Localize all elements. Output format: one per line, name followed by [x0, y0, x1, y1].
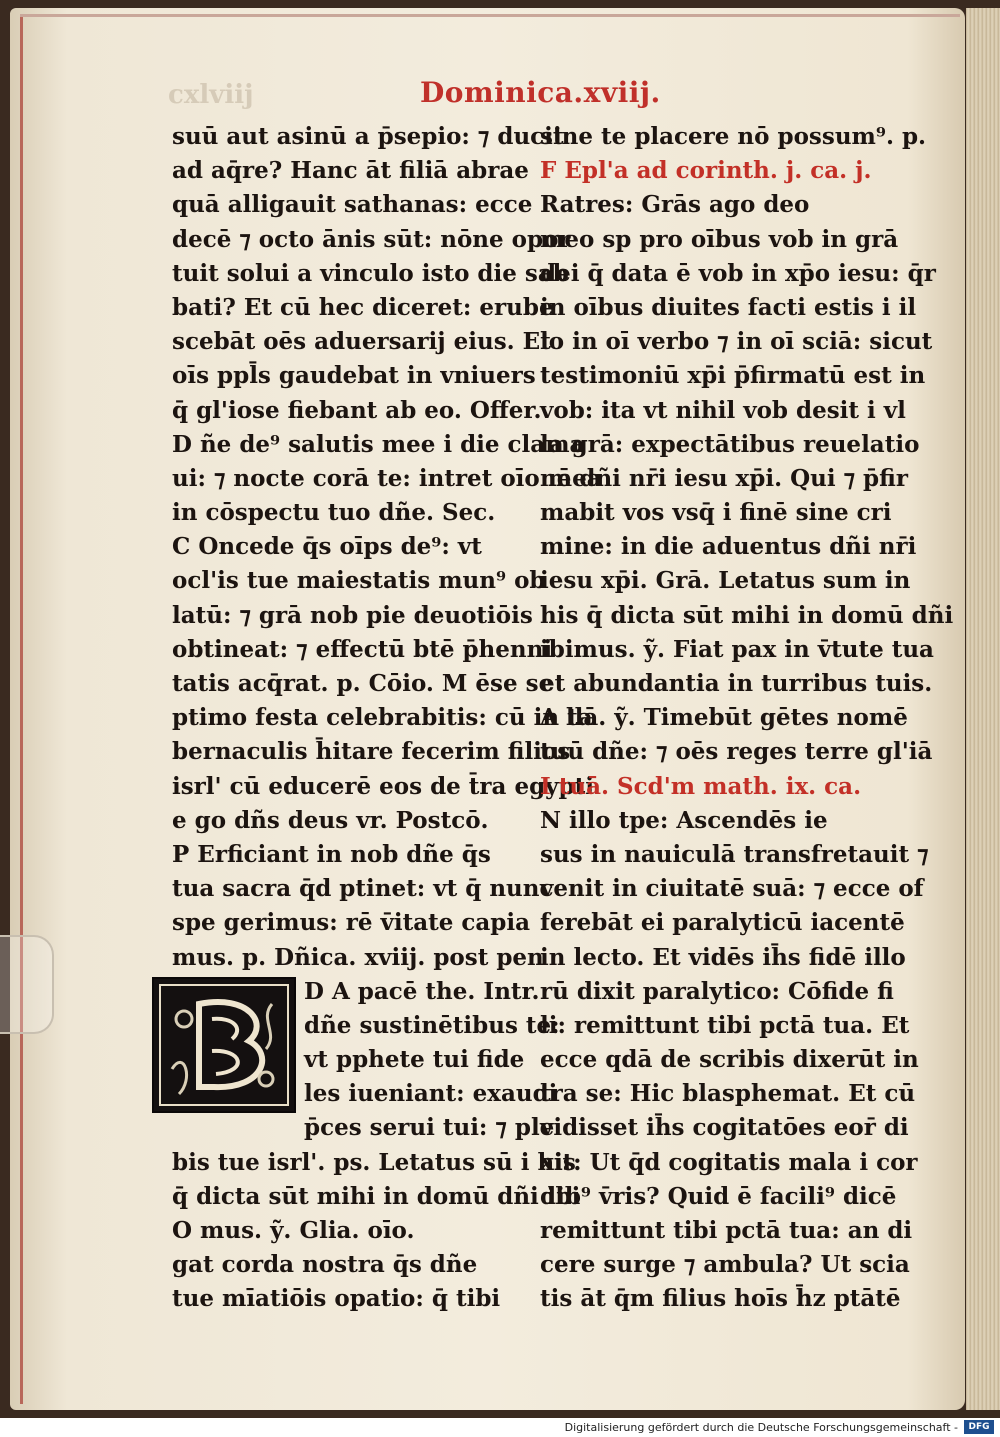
text-line: spe gerimus: rē v̄itate capia [172, 909, 531, 937]
text-line: la grā: expectātibus reuelatio [540, 430, 920, 458]
text-line: ptimo festa celebrabitis: cū in ta [172, 704, 593, 732]
text-line: N illo tpe: Ascendēs ie [540, 806, 828, 834]
text-line: in oībus diuites facti estis i il [540, 293, 917, 321]
digitization-credit: Digitalisierung gefördert durch die Deutsche Forschungsgemeinschaft - [564, 1421, 958, 1434]
text-line: F Epl'a ad corinth. j. ca. j. [540, 157, 872, 185]
text-line: tra se: Hic blasphemat. Et cū [540, 1080, 916, 1108]
text-line: e go dñs deus vr. Postcō. [172, 806, 489, 834]
text-line: ferebāt ei paralyticū iacentē [540, 909, 905, 937]
text-line: tua sacra q̄d ptinet: vt q̄ nunc [172, 875, 554, 903]
text-line: C Oncede q̄s oīps de⁹: vt [172, 533, 482, 561]
text-line: latū: ⁊ grā nob pie deuotiōis [172, 601, 533, 629]
show-through-text: cxlviij [168, 80, 254, 110]
text-line: Ratres: Grās ago deo [540, 191, 810, 219]
text-line: meo sp pro oībus vob in grā [540, 225, 899, 253]
text-line: xit: Ut q̄d cogitatis mala i cor [540, 1148, 918, 1176]
text-line: vt pphete tui fide [304, 1046, 525, 1074]
text-line: obtineat: ⁊ effectū btē p̄henni [172, 635, 553, 663]
text-line: bis tue isrl'. ps. Letatus sū i his [172, 1148, 576, 1176]
text-line: vob: ita vt nihil vob desit i vl [540, 396, 906, 424]
text-line: q̄ dicta sūt mihi in domū dñi ibi [172, 1182, 581, 1210]
page-edges [966, 8, 1000, 1410]
text-line: ocl'is tue maiestatis mun⁹ ob [172, 567, 546, 595]
text-line: lo in oī verbo ⁊ in oī sciā: sicut [540, 328, 933, 356]
text-line: iesu xp̄i. Grā. Letatus sum in [540, 567, 911, 595]
text-line: suū aut asinū a p̄sepio: ⁊ ducit [172, 123, 564, 150]
text-line: testimoniū xp̄i p̄firmatū est in [540, 362, 926, 390]
text-line: vidisset ih̄s cogitatōes eor̄ di [540, 1114, 909, 1142]
text-line: cere surge ⁊ ambula? Ut scia [540, 1251, 910, 1279]
text-line: D A pacē the. Intr. [172, 975, 508, 1009]
text-line: mine: in die aduentus dñi nr̄i [540, 533, 917, 561]
text-line: ibimus. ỹ. Fiat pax in v̄tute tua [540, 635, 934, 663]
text-line: D ñe de⁹ salutis mee i die clama [172, 430, 585, 458]
text-line: remittunt tibi pctā tua: an di [540, 1217, 913, 1244]
right-column [540, 120, 954, 1317]
text-line: tue mīatiōis opatio: q̄ tibi [172, 1285, 501, 1313]
text-line: I tuā. Scd'm math. ix. ca. [540, 772, 862, 800]
text-line: ecce qdā de scribis dixerūt in [540, 1046, 919, 1074]
text-line: bernaculis h̄itare fecerim filios [172, 738, 571, 766]
text-line: nē dñi nr̄i iesu xp̄i. Qui ⁊ p̄fir [540, 464, 908, 492]
text-line: et abundantia in turribus tuis. [540, 670, 933, 697]
text-line: sine te placere nō possum⁹. p. [540, 123, 927, 150]
text-line: O mus. ỹ. Glia. oīo. [172, 1217, 415, 1244]
text-line: isrl' cū educerē eos de t̄ra egypti [172, 772, 594, 800]
text-line: P Erficiant in nob dñe q̄s [172, 840, 491, 868]
text-line: ad aq̄re? Hanc āt filiā abrae [172, 157, 529, 185]
text-line: les iueniant: exaudi [304, 1080, 558, 1108]
text-line: decē ⁊ octo ānis sūt: nōne opor [172, 225, 571, 253]
text-line: tatis acq̄rat. p. Cōio. M ēse se [172, 670, 554, 697]
text-line: tuū dñe: ⁊ oēs reges terre gl'iā [540, 738, 933, 766]
text-line: oīs ppl̄s gaudebat in vniuers [172, 362, 536, 390]
text-line: scebāt oēs aduersarij eius. Et [172, 328, 551, 356]
text-line: li: remittunt tibi pctā tua. Et [540, 1011, 910, 1039]
text-line: in lecto. Et vidēs ih̄s fidē illo [540, 943, 906, 971]
text-line: quā alligauit sathanas: ecce [172, 191, 533, 219]
running-title: Dominica.xviij. [420, 76, 661, 109]
text-line: A llā. ỹ. Timebūt gētes nomē [540, 704, 908, 732]
text-line: rū dixit paralytico: Cōfide fi [540, 977, 894, 1005]
red-top-rule [20, 14, 960, 17]
woodcut-initial-icon [152, 977, 296, 1113]
text-line: bati? Et cū hec diceret: erube [172, 293, 554, 321]
left-column [172, 120, 602, 1317]
text-line: p̄ces serui tui: ⁊ ple [304, 1114, 555, 1142]
text-line: gat corda nostra q̄s dñe [172, 1251, 478, 1279]
text-line: mabit vos vsq̄ i finē sine cri [540, 499, 892, 527]
text-line: dñe sustinētibus te: [304, 1011, 560, 1039]
text-line: ui: ⁊ nocte corā te: intret oīo mea [172, 464, 602, 492]
text-line: q̄ gl'iose fiebant ab eo. Offer. [172, 396, 542, 424]
bookmark-tab [0, 935, 54, 1034]
text-line: tuit solui a vinculo isto die sab [172, 259, 569, 287]
text-line: venit in ciuitatē suā: ⁊ ecce of [540, 875, 924, 903]
text-line: tis āt q̄m filius hoīs h̄z ptātē [540, 1285, 901, 1313]
text-line: sus in nauiculā transfretauit ⁊ [540, 840, 929, 868]
text-line: dib⁹ v̄ris? Quid ē facili⁹ dicē [540, 1182, 897, 1210]
text-line: dei q̄ data ē vob in xp̄o iesu: q̄r [540, 259, 936, 287]
text-line: his q̄ dicta sūt mihi in domū dñi [540, 601, 954, 629]
dfg-logo: DFG [964, 1420, 994, 1434]
text-line: mus. p. Dñica. xviij. post pen [172, 943, 544, 971]
red-margin-rule [20, 14, 23, 1404]
text-line: in cōspectu tuo dñe. Sec. [172, 499, 496, 527]
